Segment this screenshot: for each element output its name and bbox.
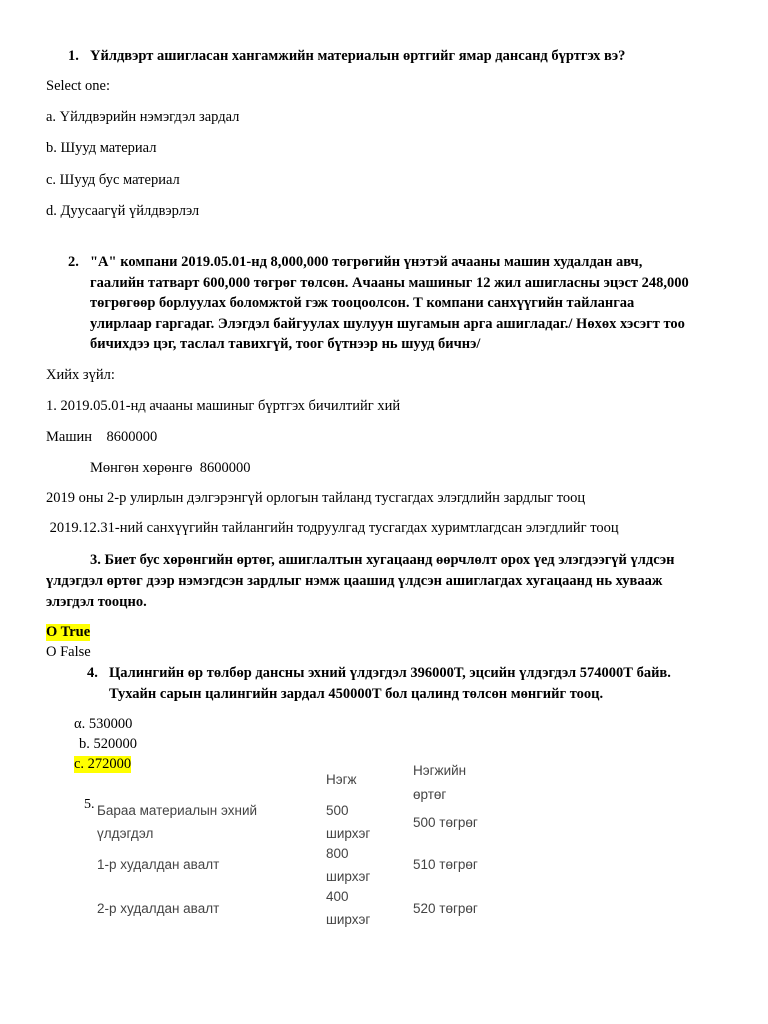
q3-option-false[interactable]: O False bbox=[46, 644, 91, 660]
q1-number: 1. bbox=[68, 48, 79, 64]
q5-header-unit: Нэгж bbox=[326, 772, 357, 787]
q1-option-c[interactable]: c. Шууд бус материал bbox=[46, 172, 180, 188]
q2-text-line: гаалийн татварт 600,000 төгрөг төлсөн. Ачааны машиныг 12 жил ашигласны эцэст 248,000 bbox=[90, 275, 689, 291]
q2-number: 2. bbox=[68, 254, 79, 270]
q4-option-b[interactable]: b. 520000 bbox=[79, 736, 137, 752]
q5-row-qty: 500 bbox=[326, 803, 349, 818]
q5-row-qty: 800 bbox=[326, 846, 349, 861]
q5-row-qty: ширхэг bbox=[326, 826, 371, 841]
q1-option-b[interactable]: b. Шууд материал bbox=[46, 140, 157, 156]
q2-text-line: бичихдээ цэг, таслал тавихгүй, тоог бүтнээр нь шууд бичнэ/ bbox=[90, 336, 481, 352]
q5-row-label: Бараа материалын эхний bbox=[97, 803, 258, 818]
q4-option-c[interactable]: c. 272000 bbox=[74, 756, 132, 772]
q1-select-one-label: Select one: bbox=[46, 78, 111, 94]
q2-text-line: "А" компани 2019.05.01-нд 8,000,000 төгрөгийн үнэтэй ачааны машин худалдан авч, bbox=[90, 254, 643, 270]
q3-text-line: үлдэгдэл өртөг дээр нэмэгдсэн зардлыг нэмж цаашид үлдсэн ашиглагдах хугацаанд нь хувааж bbox=[46, 573, 663, 589]
q5-header-cost: өртөг bbox=[413, 787, 447, 802]
q5-row-qty: ширхэг bbox=[326, 869, 371, 884]
q2-credit-entry: Мөнгөн хөрөнгө 8600000 bbox=[90, 460, 251, 476]
q2-task-2: 2019 оны 2-р улирлын дэлгэрэнгүй орлогын тайланд тусгагдах элэгдлийн зардлыг тооц bbox=[46, 490, 586, 506]
q2-task-heading: Хийх зүйл: bbox=[46, 367, 115, 383]
q2-text-line: төгрөгөөр борлуулах боломжтой гэж тооцоолсон. Т компани санхүүгийн тайлангаа bbox=[90, 295, 635, 311]
q5-row-qty: ширхэг bbox=[326, 912, 371, 927]
q5-number: 5. bbox=[84, 797, 95, 812]
q5-row-qty: 400 bbox=[326, 889, 349, 904]
q1-question-text: Үйлдвэрт ашигласан хангамжийн материалын өртгийг ямар дансанд бүртгэх вэ? bbox=[90, 48, 626, 64]
q2-text-line: улирлаар гаргадаг. Элэгдэл байгуулах шулуун шугамын арга ашигладаг./ Нөхөх хэсэгт тоо bbox=[90, 316, 685, 332]
q1-option-a[interactable]: a. Үйлдвэрийн нэмэгдэл зардал bbox=[46, 109, 240, 125]
q4-option-a[interactable]: α. 530000 bbox=[74, 716, 133, 732]
q4-text-line: Тухайн сарын цалингийн зардал 450000Т бол цалинд төлсөн мөнгийг тооц. bbox=[109, 686, 604, 702]
q1-option-d[interactable]: d. Дуусаагүй үйлдвэрлэл bbox=[46, 203, 200, 219]
q2-debit-entry: Машин 8600000 bbox=[46, 429, 158, 445]
q5-row-label: 1-р худалдан авалт bbox=[97, 857, 220, 872]
q5-header-cost: Нэгжийн bbox=[413, 763, 467, 778]
q5-row-label: 2-р худалдан авалт bbox=[97, 901, 220, 916]
q2-task-3: 2019.12.31-ний санхүүгийн тайлангийн тодруулгад тусгагдах хуримтлагдсан элэгдлийг тооц bbox=[46, 520, 619, 536]
q4-number: 4. bbox=[87, 665, 98, 681]
q3-text-line: элэгдэл тооцно. bbox=[46, 594, 147, 610]
q3-option-true[interactable]: O True bbox=[46, 624, 91, 640]
q5-row-cost: 520 төгрөг bbox=[413, 901, 478, 916]
q5-row-cost: 510 төгрөг bbox=[413, 857, 478, 872]
q5-row-label: үлдэгдэл bbox=[97, 826, 154, 841]
q4-text-line: Цалингийн өр төлбөр дансны эхний үлдэгдэл 396000Т, эцсийн үлдэгдэл 574000Т байв. bbox=[109, 665, 671, 681]
q2-task-1: 1. 2019.05.01-нд ачааны машиныг бүртгэх бичилтийг хий bbox=[46, 398, 401, 414]
q5-row-cost: 500 төгрөг bbox=[413, 815, 478, 830]
q3-text-line: 3. Биет бус хөрөнгийн өртөг, ашиглалтын хугацаанд өөрчлөлт орох үед элэгдээгүй үлдсэн bbox=[90, 552, 675, 568]
